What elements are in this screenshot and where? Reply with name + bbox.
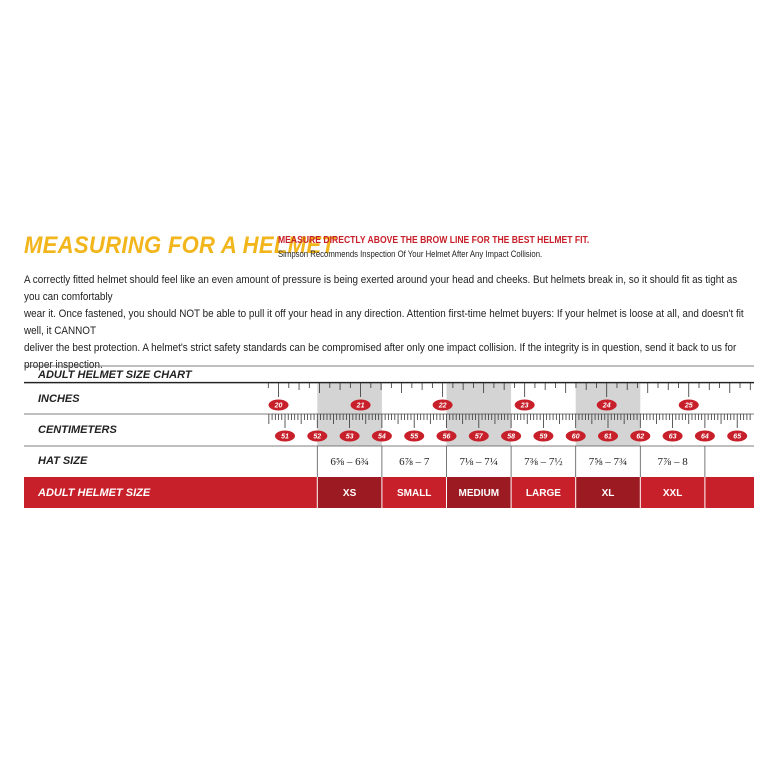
inches-row-label: INCHES <box>38 393 80 405</box>
cm-label: 51 <box>281 433 289 441</box>
cm-label: 54 <box>378 433 386 441</box>
helmet-size-value: LARGE <box>525 488 561 499</box>
adult-size-row-label: ADULT HELMET SIZE <box>38 487 151 499</box>
cm-label: 53 <box>345 433 354 441</box>
cm-label: 56 <box>442 433 451 441</box>
cm-label: 59 <box>539 433 548 441</box>
fit-instruction: MEASURE DIRECTLY ABOVE THE BROW LINE FOR THE BEST HELMET FIT. <box>278 235 590 246</box>
hat-size-value: 7⅜ – 7½ <box>524 456 563 468</box>
cm-label: 57 <box>474 433 483 441</box>
cm-label: 52 <box>313 433 322 441</box>
inspection-note: Simpson Recommends Inspection Of Your Helmet After Any Impact Collision. <box>278 249 543 259</box>
helmet-size-value: MEDIUM <box>458 488 500 499</box>
hat-size-value: 7⅝ – 7¾ <box>588 456 628 468</box>
cm-label: 55 <box>410 433 419 441</box>
chart-title: ADULT HELMET SIZE CHART <box>38 369 192 381</box>
helmet-size-value: SMALL <box>396 488 432 499</box>
cm-label: 65 <box>733 433 742 441</box>
cm-label: 63 <box>668 433 677 441</box>
helmet-size-value: XL <box>601 488 615 499</box>
cm-label: 61 <box>604 433 612 441</box>
cm-label: 64 <box>701 433 709 441</box>
inch-label: 22 <box>438 402 447 410</box>
helmet-size-value: XS <box>342 488 357 499</box>
hat-size-value: 7⅞ – 8 <box>657 456 688 468</box>
description-line: deliver the best protection. A helmet's strict safety standards can be compromised after only one impact collision. If the integrity is in question, send it back to us for proper inspection. <box>24 342 737 371</box>
row-labels <box>37 369 193 467</box>
hat-size-value: 6⅝ – 6¾ <box>330 456 369 468</box>
hat-size-value: 6⅞ – 7 <box>399 456 430 468</box>
cm-label: 58 <box>507 433 515 441</box>
inch-label: 20 <box>274 402 283 410</box>
hat-size-row-label: HAT SIZE <box>38 455 88 467</box>
hat-size-value: 7⅛ – 7¼ <box>459 456 499 468</box>
description-line: wear it. Once fastened, you should NOT be able to pull it off your head in any direction. Attention first-time helmet buyers: If your helmet is loose at all, and doesn't fit well, it CANNOT <box>24 308 744 337</box>
page-title: MEASURING FOR A HELMET <box>24 232 336 259</box>
description-line: A correctly fitted helmet should feel like an even amount of pressure is being exerted around your head and cheeks. But helmets break in, so it should fit as tight as you can comfortably <box>24 274 738 303</box>
cm-label: 62 <box>636 433 645 441</box>
inch-label: 25 <box>684 402 693 410</box>
inch-label: 23 <box>520 402 529 410</box>
cm-label: 60 <box>571 433 580 441</box>
centimeters-row-label: CENTIMETERS <box>38 424 117 436</box>
inch-label: 21 <box>356 402 365 410</box>
inch-label: 24 <box>602 402 611 410</box>
helmet-size-value: XXL <box>662 488 683 499</box>
